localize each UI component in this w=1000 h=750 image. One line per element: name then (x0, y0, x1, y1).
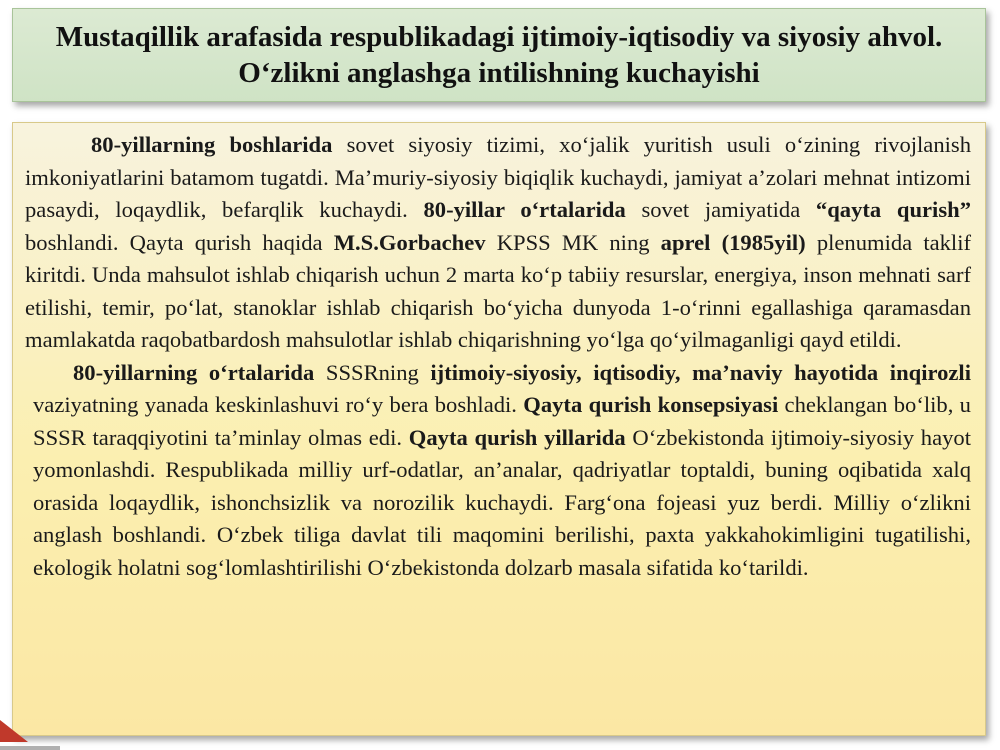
text-segment: 80-yillarning o‘rtalarida (73, 359, 315, 385)
text-segment: cheklangan bo‘lib, u SSSR taraqqiyotini ta’minlay olmas edi. (33, 392, 971, 450)
slide-body-box (12, 122, 986, 736)
text-segment: boshlandi. Qayta qurish haqida (25, 229, 334, 255)
slide-title-box (12, 8, 986, 102)
text-segment: M.S.Gorbachev (333, 229, 486, 255)
corner-stripe (0, 746, 60, 750)
text-segment: KPSS MK ning (485, 229, 661, 255)
text-segment: ijtimoiy-siyosiy, iqtisodiy, ma’naviy hayotida inqirozli (430, 359, 971, 385)
text-segment: “qayta qurish” (815, 197, 971, 222)
text-segment: 80-yillarning boshlarida (91, 132, 333, 157)
text-segment: SSSRning (314, 359, 431, 385)
text-segment: Qayta qurish yillarida (408, 424, 626, 450)
text-segment: O‘zbekistonda ijtimoiy-siyosiy hayot yomonlashdi. Respublikada milliy urf-odatlar, an’analar, qadriyatlar toptaldi, buning oqibatida xalq orasida loqaydlik, ishonchsizlik va norozilik kuchaydi. Farg‘ona fojeasi yuz berdi. Milliy o‘zlikni anglash boshlandi. O‘zbek tiliga davlat tili maqomini berilishi, paxta yakkahokimligini tugatilishi, ekologik holatni sog‘lomlashtirilishi O‘zbekistonda dolzarb masala sifatida ko‘tarildi. (33, 424, 971, 580)
paragraph-2 (25, 357, 971, 585)
text-segment: plenumida taklif kiritdi. Unda mahsulot ishlab chiqarish uchun 2 marta ko‘p tabiiy resurslar, energiya, inson mehnati sarf etilishi, temir, po‘lat, stanoklar ishlab chiqarish bo‘yicha dunyoda 1-o‘rinni egallashiga qaramasdan mamlakatda raqobatbardosh mahsulotlar ishlab chiqarishning yo‘lga qo‘yilmaganligi qayd etildi. (25, 229, 971, 352)
text-segment: vaziyatning yanada keskinlashuvi ro‘y bera boshladi. (33, 392, 524, 417)
text-segment: aprel (1985yil) (660, 229, 806, 255)
text-segment: sovet jamiyatida (625, 197, 816, 222)
corner-decoration (0, 720, 28, 742)
paragraph-1 (25, 129, 971, 357)
slide-title: Mustaqillik arafasida respublikadagi ijtimoiy-iqtisodiy va siyosiy ahvol. O‘zlikni anglashga intilishning kuchayishi (55, 21, 943, 89)
text-segment: Qayta qurish konsepsiyasi (523, 392, 779, 417)
text-segment: 80-yillar o‘rtalarida (423, 197, 626, 222)
text-segment: sovet siyosiy tizimi, xo‘jalik yuritish usuli o‘zining rivojlanish imkoniyatlarini batamom tugatdi. Ma’muriy-siyosiy biqiqlik kuchaydi, jamiyat a’zolari mehnat intizomi pasaydi, loqaydlik, befarqlik kuchaydi. (25, 132, 971, 222)
